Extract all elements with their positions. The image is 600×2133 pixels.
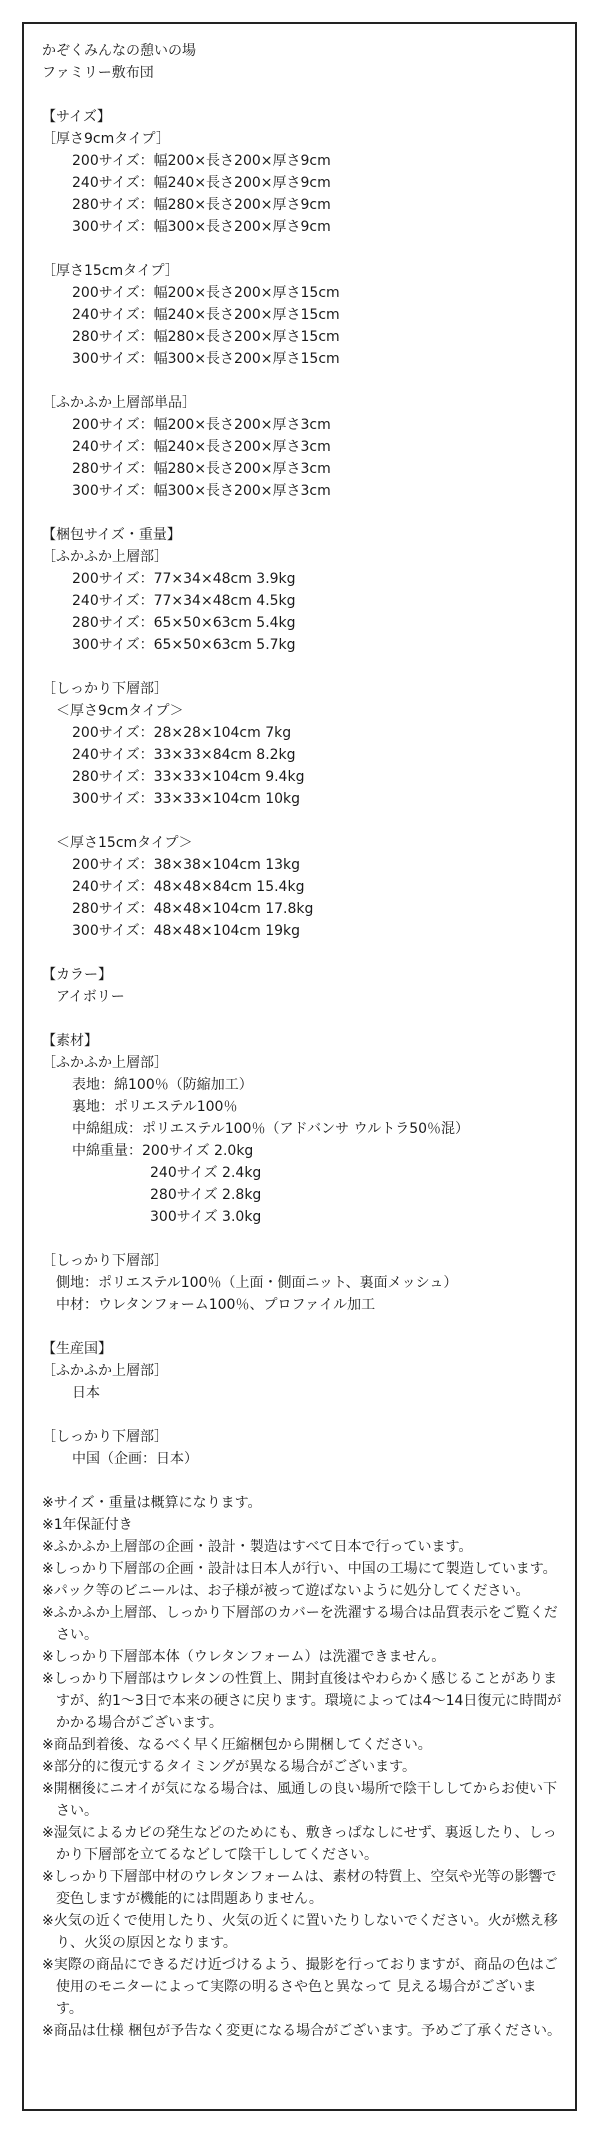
material-weight-line: 280サイズ 2.8kg — [150, 1187, 262, 1203]
package-line: 280サイズ：65×50×63cm 5.4kg — [72, 615, 296, 631]
material-weight-line: 240サイズ 2.4kg — [150, 1165, 262, 1181]
size-group-title: ［厚さ9cmタイプ］ — [42, 131, 170, 147]
size-line: 300サイズ：幅300×長さ200×厚さ15cm — [72, 351, 340, 367]
package-line: 280サイズ：33×33×104cm 9.4kg — [72, 769, 305, 785]
material-line: 中綿組成：ポリエステル100％（アドバンサ ウルトラ50％混） — [72, 1121, 470, 1137]
package-upper-title: ［ふかふか上層部］ — [42, 549, 168, 565]
notes-list — [42, 1492, 562, 2042]
size-line: 300サイズ：幅300×長さ200×厚さ3cm — [72, 483, 331, 499]
note-item: ※しっかり下層部本体（ウレタンフォーム）は洗濯できません。 — [42, 1649, 446, 1665]
size-line: 200サイズ：幅200×長さ200×厚さ15cm — [72, 285, 340, 301]
package-subgroup-title: ＜厚さ9cmタイプ＞ — [56, 703, 184, 719]
material-line: 裏地：ポリエステル100％ — [72, 1099, 238, 1115]
size-line: 200サイズ：幅200×長さ200×厚さ3cm — [72, 417, 331, 433]
note-item: ※部分的に復元するタイミングが異なる場合がございます。 — [42, 1759, 417, 1775]
size-line: 300サイズ：幅300×長さ200×厚さ9cm — [72, 219, 331, 235]
package-line: 300サイズ：33×33×104cm 10kg — [72, 791, 301, 807]
note-item: ※パック等のビニールは、お子様が被って遊ばないように処分してください。 — [42, 1583, 530, 1599]
size-line: 280サイズ：幅280×長さ200×厚さ9cm — [72, 197, 331, 213]
package-heading: 【梱包サイズ・重量】 — [42, 527, 181, 543]
package-line: 200サイズ：77×34×48cm 3.9kg — [72, 571, 296, 587]
size-line: 280サイズ：幅280×長さ200×厚さ3cm — [72, 461, 331, 477]
material-heading: 【素材】 — [42, 1033, 98, 1049]
origin-upper-value: 日本 — [72, 1385, 100, 1401]
size-line: 240サイズ：幅240×長さ200×厚さ15cm — [72, 307, 340, 323]
note-item: ※しっかり下層部はウレタンの性質上、開封直後はやわらかく感じることがありますが、約1～3日で本来の硬さに戻ります。環境によっては4～14日復元に時間がかかる場合がございます。 — [42, 1671, 562, 1731]
origin-lower-title: ［しっかり下層部］ — [42, 1429, 168, 1445]
size-line: 240サイズ：幅240×長さ200×厚さ9cm — [72, 175, 331, 191]
material-upper-title: ［ふかふか上層部］ — [42, 1055, 168, 1071]
material-line: 中綿重量：200サイズ 2.0kg — [72, 1143, 254, 1159]
color-heading: 【カラー】 — [42, 967, 112, 983]
size-line: 240サイズ：幅240×長さ200×厚さ3cm — [72, 439, 331, 455]
note-item: ※商品は仕様 梱包が予告なく変更になる場合がございます。予めご了承ください。 — [42, 2023, 562, 2039]
note-item: ※商品到着後、なるべく早く圧縮梱包から開梱してください。 — [42, 1737, 432, 1753]
note-item: ※しっかり下層部の企画・設計は日本人が行い、中国の工場にて製造しています。 — [42, 1561, 557, 1577]
package-line: 280サイズ：48×48×104cm 17.8kg — [72, 901, 314, 917]
note-item: ※サイズ・重量は概算になります。 — [42, 1495, 262, 1511]
color-value: アイボリー — [56, 989, 125, 1005]
note-item: ※実際の商品にできるだけ近づけるよう、撮影を行っておりますが、商品の色はご使用のモニターによって実際の明るさや色と異なって 見える場合がございます。 — [42, 1957, 558, 2017]
intro-line-1: かぞくみんなの憩いの場 — [42, 43, 196, 59]
package-line: 240サイズ：33×33×84cm 8.2kg — [72, 747, 296, 763]
note-item: ※しっかり下層部中材のウレタンフォームは、素材の特質上、空気や光等の影響で 変色しますが機能的には問題ありません。 — [42, 1869, 557, 1907]
package-line: 300サイズ：48×48×104cm 19kg — [72, 923, 301, 939]
product-spec — [42, 40, 562, 2042]
size-line: 280サイズ：幅280×長さ200×厚さ15cm — [72, 329, 340, 345]
package-line: 240サイズ：48×48×84cm 15.4kg — [72, 879, 305, 895]
package-subgroup-title: ＜厚さ15cmタイプ＞ — [56, 835, 193, 851]
note-item: ※開梱後にニオイが気になる場合は、風通しの良い場所で陰干ししてからお使い下さい。 — [42, 1781, 558, 1819]
origin-heading: 【生産国】 — [42, 1341, 112, 1357]
package-line: 300サイズ：65×50×63cm 5.7kg — [72, 637, 296, 653]
material-line: 中材：ウレタンフォーム100％、プロファイル加工 — [56, 1297, 376, 1313]
size-line: 200サイズ：幅200×長さ200×厚さ9cm — [72, 153, 331, 169]
size-heading: 【サイズ】 — [42, 109, 111, 125]
note-item: ※1年保証付き — [42, 1517, 133, 1533]
origin-lower-value: 中国（企画：日本） — [72, 1451, 198, 1467]
material-weight-line: 300サイズ 3.0kg — [150, 1209, 262, 1225]
package-line: 200サイズ：38×38×104cm 13kg — [72, 857, 301, 873]
size-group-title: ［ふかふか上層部単品］ — [42, 395, 196, 411]
package-line: 240サイズ：77×34×48cm 4.5kg — [72, 593, 296, 609]
note-item: ※湿気によるカビの発生などのためにも、敷きっぱなしにせず、裏返したり、しっかり下層部を立てるなどして陰干ししてください。 — [42, 1825, 557, 1863]
material-line: 表地：綿100％（防縮加工） — [72, 1077, 253, 1093]
package-lower-title: ［しっかり下層部］ — [42, 681, 168, 697]
origin-upper-title: ［ふかふか上層部］ — [42, 1363, 168, 1379]
note-item: ※火気の近くで使用したり、火気の近くに置いたりしないでください。火が燃え移り、火災の原因となります。 — [42, 1913, 558, 1951]
material-lower-title: ［しっかり下層部］ — [42, 1253, 168, 1269]
product-name: ファミリー敷布団 — [42, 65, 154, 81]
package-line: 200サイズ：28×28×104cm 7kg — [72, 725, 292, 741]
material-line: 側地：ポリエステル100％（上面・側面ニット、裏面メッシュ） — [56, 1275, 458, 1291]
size-group-title: ［厚さ15cmタイプ］ — [42, 263, 179, 279]
note-item: ※ふかふか上層部の企画・設計・製造はすべて日本で行っています。 — [42, 1539, 473, 1555]
note-item: ※ふかふか上層部、しっかり下層部のカバーを洗濯する場合は品質表示をご覧ください。 — [42, 1605, 558, 1643]
